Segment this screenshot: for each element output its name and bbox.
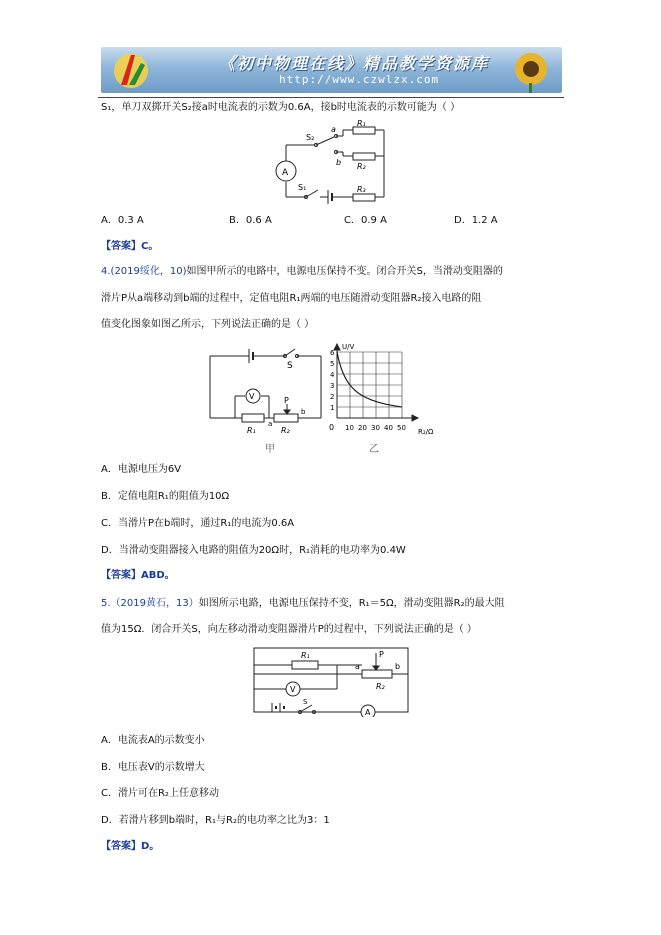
q5-option-a: A．电流表A的示数变小 [101,735,205,746]
q5-text-1: 如图所示电路，电源电压保持不变，R₁＝5Ω，滑动变阻器R₂的最大阻 [198,598,505,609]
q5-circuit-figure [252,645,410,717]
q4-text-1: 如图甲所示的电路中，电源电压保持不变。闭合开关S，当滑动变阻器的 [186,266,503,277]
q4-origin-label: 0 [329,423,335,432]
q3-circuit-figure [268,120,418,210]
q4-y-tick: 4 [330,371,335,379]
q4-a-label: a [268,420,273,428]
q5-source: 5.（2019黄石，13） [101,598,199,609]
q3-option-b: B．0.6 A [229,215,272,226]
q4-x-tick: 20 [358,424,367,432]
q4-r1-label: R₁ [247,426,256,435]
header-url[interactable]: http://www.czwlzx.com [279,73,440,86]
q4-option-c: C．当滑片P在b端时，通过R₁的电流为0.6A [101,518,295,529]
q5-line1 [101,597,505,611]
q4-line3: 值变化图象如图乙所示，下列说法正确的是（ ） [101,319,315,330]
q4-b-label: b [301,408,306,416]
q4-p-label: P [284,396,289,405]
q3-answer: 【答案】C。 [101,241,159,252]
q5-voltmeter-label: V [290,685,296,694]
q4-option-b: B．定值电阻R₁的阻值为10Ω [101,491,230,502]
q4-y-tick: 2 [330,393,335,401]
q4-source: 4.(2019绥化，10) [101,266,187,277]
q4-x-tick: 30 [371,424,380,432]
q4-x-axis-label: R₂/Ω [418,428,434,436]
q3-stem: S₁，单刀双掷开关S₂接a时电流表的示数为0.6A，接b时电流表的示数可能为（ ） [101,102,461,113]
q5-switch-label: S [303,698,308,706]
q3-ammeter-label: A [282,168,289,178]
q4-x-tick: 50 [397,424,406,432]
q4-y-tick: 5 [330,360,335,368]
q5-line2: 值为15Ω．闭合开关S，向左移动滑动变阻器滑片P的过程中，下列说法正确的是（ ） [101,624,477,635]
q3-a-label: a [331,125,336,134]
sunflower-icon [491,47,562,93]
header-title: 《初中物理在线》精品教学资源库 [219,54,490,73]
q4-y-tick: 6 [330,349,335,357]
q5-option-d: D．若滑片移到b端时，R₁与R₂的电功率之比为3：1 [101,815,330,826]
q5-answer: 【答案】D。 [101,841,160,852]
q5-option-b: B．电压表V的示数增大 [101,762,205,773]
q4-option-a: A．电源电压为6V [101,464,182,475]
q4-caption-right: 乙 [369,444,379,455]
q4-voltmeter-label: V [249,392,255,401]
header-divider [98,97,564,98]
q4-switch-label: S [287,361,293,371]
q3-s1-label: S₁ [298,183,307,192]
q4-caption-left: 甲 [265,444,275,455]
q5-option-c: C．滑片可在R₂上任意移动 [101,788,219,799]
q4-line1 [101,265,503,279]
q4-figure [205,340,450,458]
q4-x-tick: 40 [384,424,393,432]
q4-y-axis-label: U/V [342,343,355,351]
q4-curve [337,352,402,407]
q4-option-d: D．当滑动变阻器接入电路的阻值为20Ω时，R₁消耗的电功率为0.4W [101,545,406,556]
q5-r2-label: R₂ [376,682,385,691]
q4-y-tick: 3 [330,382,335,390]
q4-line2: 滑片P从a端移动到b端的过程中，定值电阻R₁两端的电压随滑动变阻器R₂接入电路的阻 [101,293,482,304]
q4-r2-label: R₂ [281,426,290,435]
q3-option-a: A．0.3 A [101,215,144,226]
q3-option-c: C．0.9 A [344,215,387,226]
q3-s2-label: S₂ [306,133,315,142]
q4-answer: 【答案】ABD。 [101,570,175,581]
q4-x-tick: 10 [345,424,354,432]
q5-r1-label: R₁ [301,651,310,660]
header-banner [101,47,562,93]
q3-r2-label: R₂ [357,162,366,171]
q3-option-d: D．1.2 A [454,215,498,226]
q3-r3-label: R₃ [357,185,366,194]
q5-ammeter-label: A [365,708,371,717]
q3-r1-label: R₁ [357,120,366,128]
q5-p-label: P [379,650,384,659]
q5-b-label: b [395,662,401,671]
q4-graph [329,343,434,455]
q4-y-tick: 1 [330,404,335,412]
site-logo-icon [111,49,153,91]
q3-b-label: b [336,158,342,167]
q5-a-label: a [355,662,360,671]
